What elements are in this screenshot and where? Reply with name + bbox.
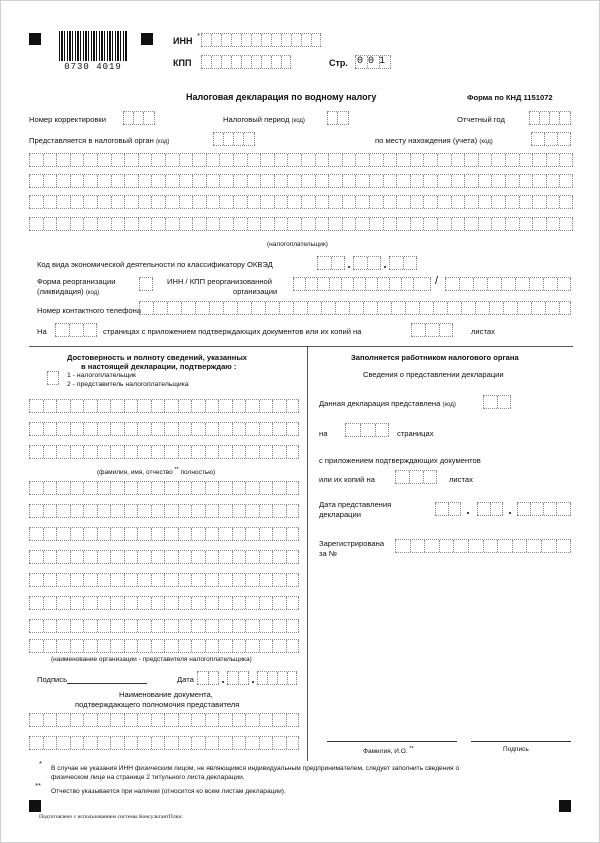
submitted-label: Данная декларация представлена (код): [319, 399, 456, 408]
okved-field-3[interactable]: [389, 256, 417, 270]
org-name-row[interactable]: [29, 573, 299, 587]
confirm-title-2: в настоящей декларации, подтверждаю :: [81, 362, 237, 371]
sheets-label: листах: [471, 327, 495, 336]
registration-number-field[interactable]: [395, 539, 571, 553]
reorg-form-label: Форма реорганизации: [37, 277, 116, 286]
org-name-row[interactable]: [29, 550, 299, 564]
confirm-role-field[interactable]: [47, 371, 59, 385]
official-sheets-label: листах: [449, 475, 473, 484]
page-label: Стр.: [329, 58, 348, 68]
org-name-row[interactable]: [29, 639, 299, 653]
doc-title-1: Наименование документа,: [119, 690, 213, 699]
official-pages-field[interactable]: [345, 423, 389, 437]
submit-date-label-2: декларации: [319, 510, 361, 519]
official-section-title: Заполняется работником налогового органа: [351, 353, 519, 362]
reorg-form-label-2: (ликвидация) (код): [37, 287, 100, 296]
okved-separator: [348, 266, 350, 268]
pages-on-label: На: [37, 327, 47, 336]
pages-count-field[interactable]: [55, 323, 97, 337]
fio-row[interactable]: [29, 399, 299, 413]
authority-doc-row[interactable]: [29, 736, 299, 750]
corner-marker: [141, 33, 153, 45]
official-sign-label: Подпись: [503, 746, 529, 753]
date-month-field[interactable]: [227, 671, 249, 685]
taxpayer-name-row[interactable]: [29, 153, 573, 167]
footnote-mark-1: *: [39, 759, 42, 768]
submit-date-label-1: Дата представления: [319, 500, 392, 509]
okved-field-1[interactable]: [317, 256, 345, 270]
org-name-row[interactable]: [29, 527, 299, 541]
column-divider: [307, 346, 308, 761]
org-name-row[interactable]: [29, 596, 299, 610]
inn-label: ИНН: [173, 36, 193, 46]
taxpayer-name-row[interactable]: [29, 174, 573, 188]
corner-marker: [559, 800, 571, 812]
role-option-1: 1 - налогоплательщик: [67, 372, 137, 379]
submitted-code-field[interactable]: [483, 395, 511, 409]
official-on-label: на: [319, 429, 328, 438]
okved-label: Код вида экономической деятельности по классификатору ОКВЭД: [37, 260, 273, 269]
registered-label-1: Зарегистрирована: [319, 539, 385, 548]
form-title: Налоговая декларация по водному налогу: [186, 92, 377, 102]
reorg-form-field[interactable]: [139, 277, 153, 291]
copies-on-label: или их копий на: [319, 475, 375, 484]
location-label: по месту нахождения (учета) (код): [375, 136, 493, 145]
taxpayer-name-row[interactable]: [29, 195, 573, 209]
with-docs-label: с приложением подтверждающих документов: [319, 456, 481, 465]
taxpayer-caption: (налогоплательщик): [267, 241, 328, 248]
footnote-2: Отчество указывается при наличии (относится ко всем листам декларации).: [51, 788, 286, 795]
official-sheets-field[interactable]: [395, 470, 437, 484]
org-caption: (наименование организации - представителя налогоплательщика): [51, 656, 252, 663]
official-section-subtitle: Сведения о представлении декларации: [363, 370, 504, 379]
submit-date-day[interactable]: [435, 502, 461, 516]
phone-field[interactable]: [139, 301, 571, 315]
date-separator: [467, 512, 469, 514]
tax-period-label: Налоговый период (код): [223, 115, 305, 124]
taxpayer-name-row[interactable]: [29, 217, 573, 231]
fio-caption: (фамилия, имя, отчество ** полностью): [97, 467, 216, 477]
reorg-inn-field[interactable]: [293, 277, 431, 291]
footnote-mark-2: **: [35, 781, 41, 790]
corner-marker: [29, 33, 41, 45]
reporting-year-label: Отчетный год: [457, 115, 505, 124]
official-pages-label: страницах: [397, 429, 434, 438]
submit-date-year[interactable]: [517, 502, 571, 516]
date-day-field[interactable]: [197, 671, 219, 685]
reporting-year-field[interactable]: [529, 111, 571, 125]
tax-authority-field[interactable]: [213, 132, 255, 146]
corner-marker: [29, 800, 41, 812]
org-name-row[interactable]: [29, 619, 299, 633]
official-sign-line[interactable]: [471, 741, 571, 742]
submit-date-month[interactable]: [477, 502, 503, 516]
official-fio-label: Фамилия, И.О. **: [363, 746, 414, 756]
reorg-inn-label-2: организации: [233, 287, 278, 296]
footnote-1b: физическом лице на странице 2 титульного листа декларации.: [51, 774, 245, 781]
fio-row[interactable]: [29, 422, 299, 436]
inn-field[interactable]: [201, 33, 321, 47]
date-separator: [509, 512, 511, 514]
doc-title-2: подтверждающего полномочия представителя: [75, 700, 240, 709]
fio-row[interactable]: [29, 445, 299, 459]
phone-label: Номер контактного телефона: [37, 306, 142, 315]
date-separator: [252, 681, 254, 683]
signature-line[interactable]: [67, 683, 147, 684]
section-divider: [29, 346, 573, 347]
kpp-label: КПП: [173, 58, 192, 68]
correction-number-label: Номер корректировки: [29, 115, 106, 124]
role-option-2: 2 - представитель налогоплательщика: [67, 381, 189, 388]
date-separator: [222, 681, 224, 683]
pages-text: страницах с приложением подтверждающих документов или их копий на: [103, 327, 362, 336]
okved-field-2[interactable]: [353, 256, 381, 270]
footnote-1a: В случае не указания ИНН физическим лицом, не являющимся индивидуальным предпринимателем, следует заполнить сведения о: [51, 765, 460, 772]
date-year-field[interactable]: [257, 671, 297, 685]
barcode-number: 0730 4019: [64, 62, 122, 72]
registered-label-2: за №: [319, 549, 337, 558]
correction-number-field[interactable]: [123, 111, 155, 125]
org-name-row[interactable]: [29, 504, 299, 518]
form-code: Форма по КНД 1151072: [467, 93, 553, 102]
barcode-image: [59, 31, 127, 61]
reorg-inn-label: ИНН / КПП реорганизованной: [167, 277, 273, 286]
location-field[interactable]: [531, 132, 571, 146]
tax-authority-label: Представляется в налоговый орган (код): [29, 136, 170, 145]
confirm-title-1: Достоверность и полноту сведений, указанных: [67, 353, 248, 362]
signature-label: Подпись: [37, 675, 68, 684]
official-fio-line[interactable]: [327, 741, 457, 742]
kpp-field[interactable]: [201, 55, 291, 69]
inn-footnote-mark: *: [197, 31, 200, 40]
sheets-count-field[interactable]: [411, 323, 453, 337]
authority-doc-row[interactable]: [29, 713, 299, 727]
tax-period-field[interactable]: [327, 111, 349, 125]
org-name-row[interactable]: [29, 481, 299, 495]
date-label: Дата: [177, 675, 194, 684]
reorg-kpp-field[interactable]: [445, 277, 571, 291]
page-number-value: 001: [357, 56, 391, 67]
prepared-note: Подготовлено с использованием системы КонсультантПлюс: [39, 814, 183, 820]
slash-separator: /: [435, 275, 439, 287]
okved-separator: [384, 266, 386, 268]
